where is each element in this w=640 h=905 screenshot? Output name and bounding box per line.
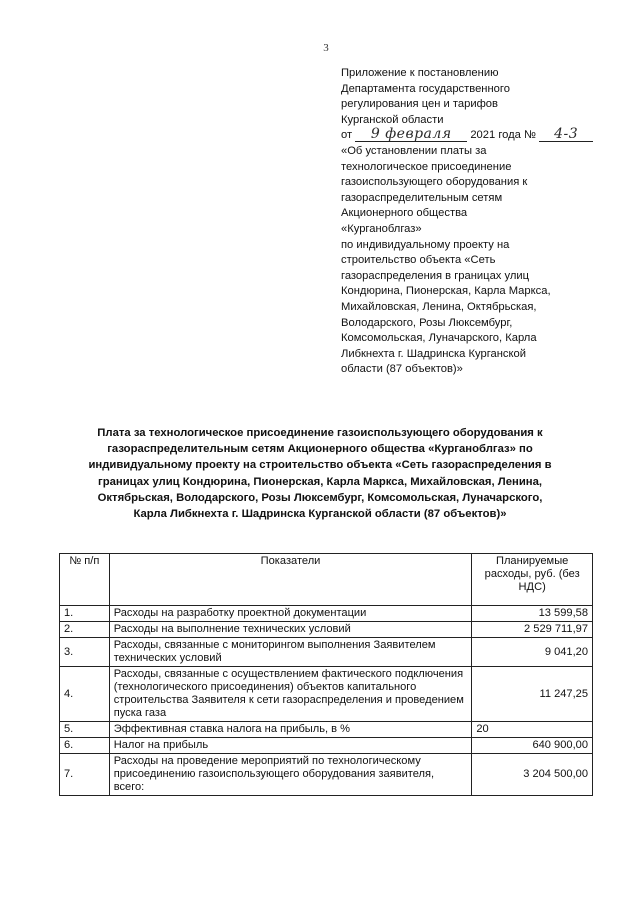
appendix-subject-line: Акционерного общества — [341, 207, 468, 220]
appendix-subject-line: газораспределительным сетям — [341, 191, 503, 204]
appendix-subject-line: «Курганоблгаз» — [341, 222, 422, 235]
table-row — [60, 667, 593, 722]
title-line: газораспределительным сетям Акционерного общества «Курганоблгаз» по — [107, 443, 533, 456]
table-header-row — [60, 554, 593, 606]
appendix-subject-line: по индивидуальному проекту на — [341, 238, 510, 251]
fees-table — [59, 553, 593, 796]
page-number: 3 — [323, 42, 329, 54]
table-row — [60, 606, 593, 622]
header-indicator: Показатели — [109, 554, 472, 606]
appendix-line: Курганской области — [341, 113, 444, 126]
row-num: 1. — [60, 606, 110, 622]
table-row — [60, 638, 593, 667]
appendix-subject-line: области (87 объектов)» — [341, 363, 463, 376]
table-row — [60, 754, 593, 796]
appendix-subject-line: технологическое присоединение — [341, 160, 512, 173]
appendix-subject-line: газораспределения в границах улиц — [341, 269, 530, 282]
row-indicator: Расходы, связанные с мониторингом выполнения Заявителем технических условий — [109, 638, 472, 667]
row-num: 3. — [60, 638, 110, 667]
appendix-subject-line: Комсомольская, Луначарского, Карла — [341, 332, 537, 345]
appendix-date-line — [341, 128, 601, 144]
row-value: 2 529 711,97 — [472, 622, 593, 638]
appendix-subject-line: Михайловская, Ленина, Октябрьская, — [341, 300, 537, 313]
row-indicator: Эффективная ставка налога на прибыль, в % — [109, 722, 472, 738]
handwritten-number: 4-3 — [554, 126, 579, 143]
row-num: 5. — [60, 722, 110, 738]
table-row — [60, 622, 593, 638]
appendix-subject-line: строительство объекта «Сеть — [341, 254, 496, 267]
row-value: 11 247,25 — [472, 667, 593, 722]
row-indicator: Расходы на проведение мероприятий по технологическому присоединению газоиспользующего оборудования заявителя, всего: — [109, 754, 472, 796]
document-title — [40, 425, 600, 522]
title-line: индивидуальному проекту на строительство объекта «Сеть газораспределения в — [88, 459, 552, 472]
year-text: 2021 года № — [470, 129, 536, 142]
appendix-block — [341, 66, 601, 378]
row-value: 9 041,20 — [472, 638, 593, 667]
header-value: Планируемые расходы, руб. (без НДС) — [472, 554, 593, 606]
appendix-subject-line: «Об установлении платы за — [341, 144, 487, 157]
row-value: 640 900,00 — [472, 738, 593, 754]
table-row — [60, 738, 593, 754]
date-field — [355, 128, 467, 142]
appendix-line: Департамента государственного — [341, 82, 510, 95]
title-line: границах улиц Кондюрина, Пионерская, Карла Маркса, Михайловская, Ленина, — [97, 475, 543, 488]
header-num: № п/п — [60, 554, 110, 606]
title-line: Октябрьская, Володарского, Розы Люксембург, Комсомольская, Луначарского, — [97, 491, 543, 504]
appendix-subject-line: газоиспользующего оборудования к — [341, 176, 528, 189]
number-field — [539, 128, 593, 142]
appendix-subject-line: Кондюрина, Пионерская, Карла Маркса, — [341, 285, 551, 298]
table-row — [60, 722, 593, 738]
appendix-subject-line: Либкнехта г. Шадринска Курганской — [341, 347, 527, 360]
appendix-line: регулирования цен и тарифов — [341, 98, 498, 111]
row-indicator: Расходы, связанные с осуществлением фактического подключения (технологического присоединения) объектов капитального строительства Заявителя к сети газораспределения и проведением пуска газа — [109, 667, 472, 722]
title-line: Плата за технологическое присоединение газоиспользующего оборудования к — [97, 427, 543, 439]
row-indicator: Расходы на выполнение технических условий — [109, 622, 472, 638]
row-num: 2. — [60, 622, 110, 638]
date-prefix: от — [341, 129, 353, 142]
row-indicator: Налог на прибыль — [109, 738, 472, 754]
appendix-line: Приложение к постановлению — [341, 67, 499, 79]
row-value: 13 599,58 — [472, 606, 593, 622]
row-value: 3 204 500,00 — [472, 754, 593, 796]
row-indicator: Расходы на разработку проектной документации — [109, 606, 472, 622]
handwritten-date: 9 февраля — [370, 126, 452, 143]
title-line: Карла Либкнехта г. Шадринска Курганской области (87 объектов)» — [133, 508, 507, 521]
row-num: 6. — [60, 738, 110, 754]
row-value: 20 — [472, 722, 593, 738]
appendix-subject-line: Володарского, Розы Люксембург, — [341, 316, 513, 329]
row-num: 4. — [60, 667, 110, 722]
row-num: 7. — [60, 754, 110, 796]
